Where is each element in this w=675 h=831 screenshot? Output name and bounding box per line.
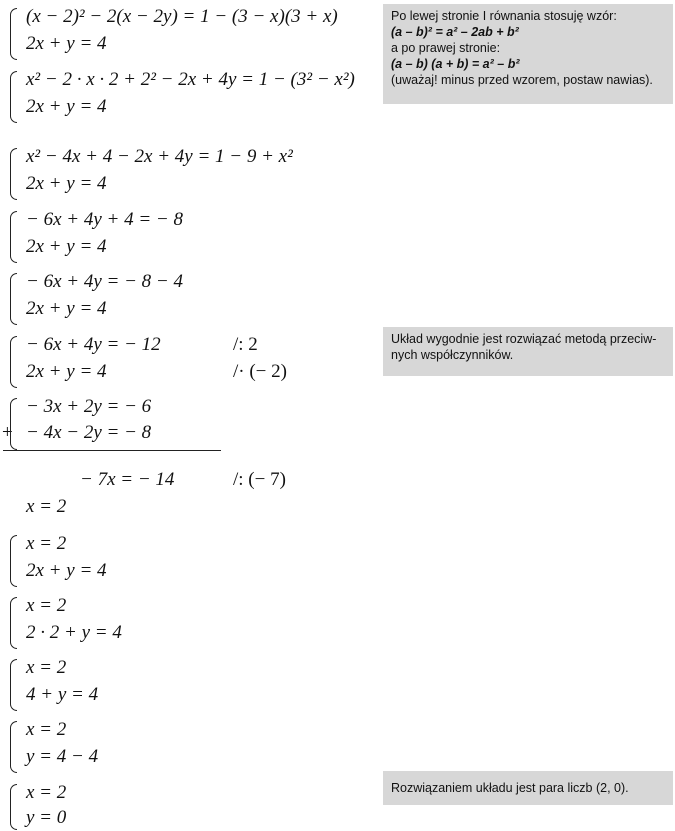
note-text: Rozwiązaniem układu jest para liczb (2, 0). xyxy=(391,781,629,795)
formula-square-of-difference: (a – b)² = a² – 2ab + b² xyxy=(391,25,519,39)
note-text: (uważaj! minus przed wzorem, postaw nawias). xyxy=(391,73,653,87)
note-text: Po lewej stronie I równania stosuję wzór: xyxy=(391,9,617,23)
left-brace xyxy=(10,336,17,388)
equation-line-1: − 6x + 4y + 4 = − 8 xyxy=(26,209,183,230)
note-box-method xyxy=(383,327,673,376)
note-box-solution xyxy=(383,771,673,805)
equation-line-1: (x − 2)² − 2(x − 2y) = 1 − (3 − x)(3 + x) xyxy=(26,6,338,27)
operation-note-2: /· (− 2) xyxy=(233,361,287,382)
equation-line-1: x = 2 xyxy=(26,533,67,554)
note-box-formulas xyxy=(383,4,673,104)
note-text: nych współczynników. xyxy=(391,348,514,362)
left-brace xyxy=(10,8,17,60)
left-brace xyxy=(10,721,17,773)
plus-sign: + xyxy=(2,422,13,443)
left-brace xyxy=(10,148,17,200)
left-brace xyxy=(10,535,17,587)
note-text: a po prawej stronie: xyxy=(391,41,501,55)
sum-divider xyxy=(3,450,221,451)
equation-line-2: y = 0 xyxy=(26,807,67,828)
equation-line-1: x² − 2 · x · 2 + 2² − 2x + 4y = 1 − (3² − x²) xyxy=(26,69,355,90)
x-result: x = 2 xyxy=(26,496,67,517)
sum-operation-note: /: (− 7) xyxy=(233,469,286,490)
equation-line-1: x = 2 xyxy=(26,657,67,678)
equation-line-1: x = 2 xyxy=(26,595,67,616)
equation-line-1: − 6x + 4y = − 12 xyxy=(26,334,161,355)
equation-line-2: 2x + y = 4 xyxy=(26,236,107,257)
operation-note-1: /: 2 xyxy=(233,334,258,355)
equation-line-2: 2 · 2 + y = 4 xyxy=(26,622,122,643)
left-brace xyxy=(10,597,17,649)
left-brace xyxy=(10,71,17,123)
note-text: Układ wygodnie jest rozwiązać metodą przeciw- xyxy=(391,332,657,346)
equation-line-2: 2x + y = 4 xyxy=(26,173,107,194)
equation-line-2: y = 4 − 4 xyxy=(26,746,99,767)
formula-difference-of-squares: (a – b) (a + b) = a² – b² xyxy=(391,57,520,71)
equation-line-2: 2x + y = 4 xyxy=(26,96,107,117)
equation-line-2: 2x + y = 4 xyxy=(26,361,107,382)
equation-line-2: 2x + y = 4 xyxy=(26,298,107,319)
left-brace xyxy=(10,398,17,450)
equation-line-1: − 6x + 4y = − 8 − 4 xyxy=(26,271,183,292)
equation-line-1: − 3x + 2y = − 6 xyxy=(26,396,152,417)
left-brace xyxy=(10,659,17,711)
equation-line-2: 2x + y = 4 xyxy=(26,33,107,54)
equation-line-2: 2x + y = 4 xyxy=(26,560,107,581)
equation-line-1: x² − 4x + 4 − 2x + 4y = 1 − 9 + x² xyxy=(26,146,293,167)
equation-line-2: 4 + y = 4 xyxy=(26,684,99,705)
equation-line-2: − 4x − 2y = − 8 xyxy=(26,422,152,443)
left-brace xyxy=(10,273,17,325)
left-brace xyxy=(10,211,17,263)
equation-line-1: x = 2 xyxy=(26,719,67,740)
left-brace xyxy=(10,784,17,830)
equation-line-1: x = 2 xyxy=(26,782,67,803)
sum-equation: − 7x = − 14 xyxy=(80,469,175,490)
